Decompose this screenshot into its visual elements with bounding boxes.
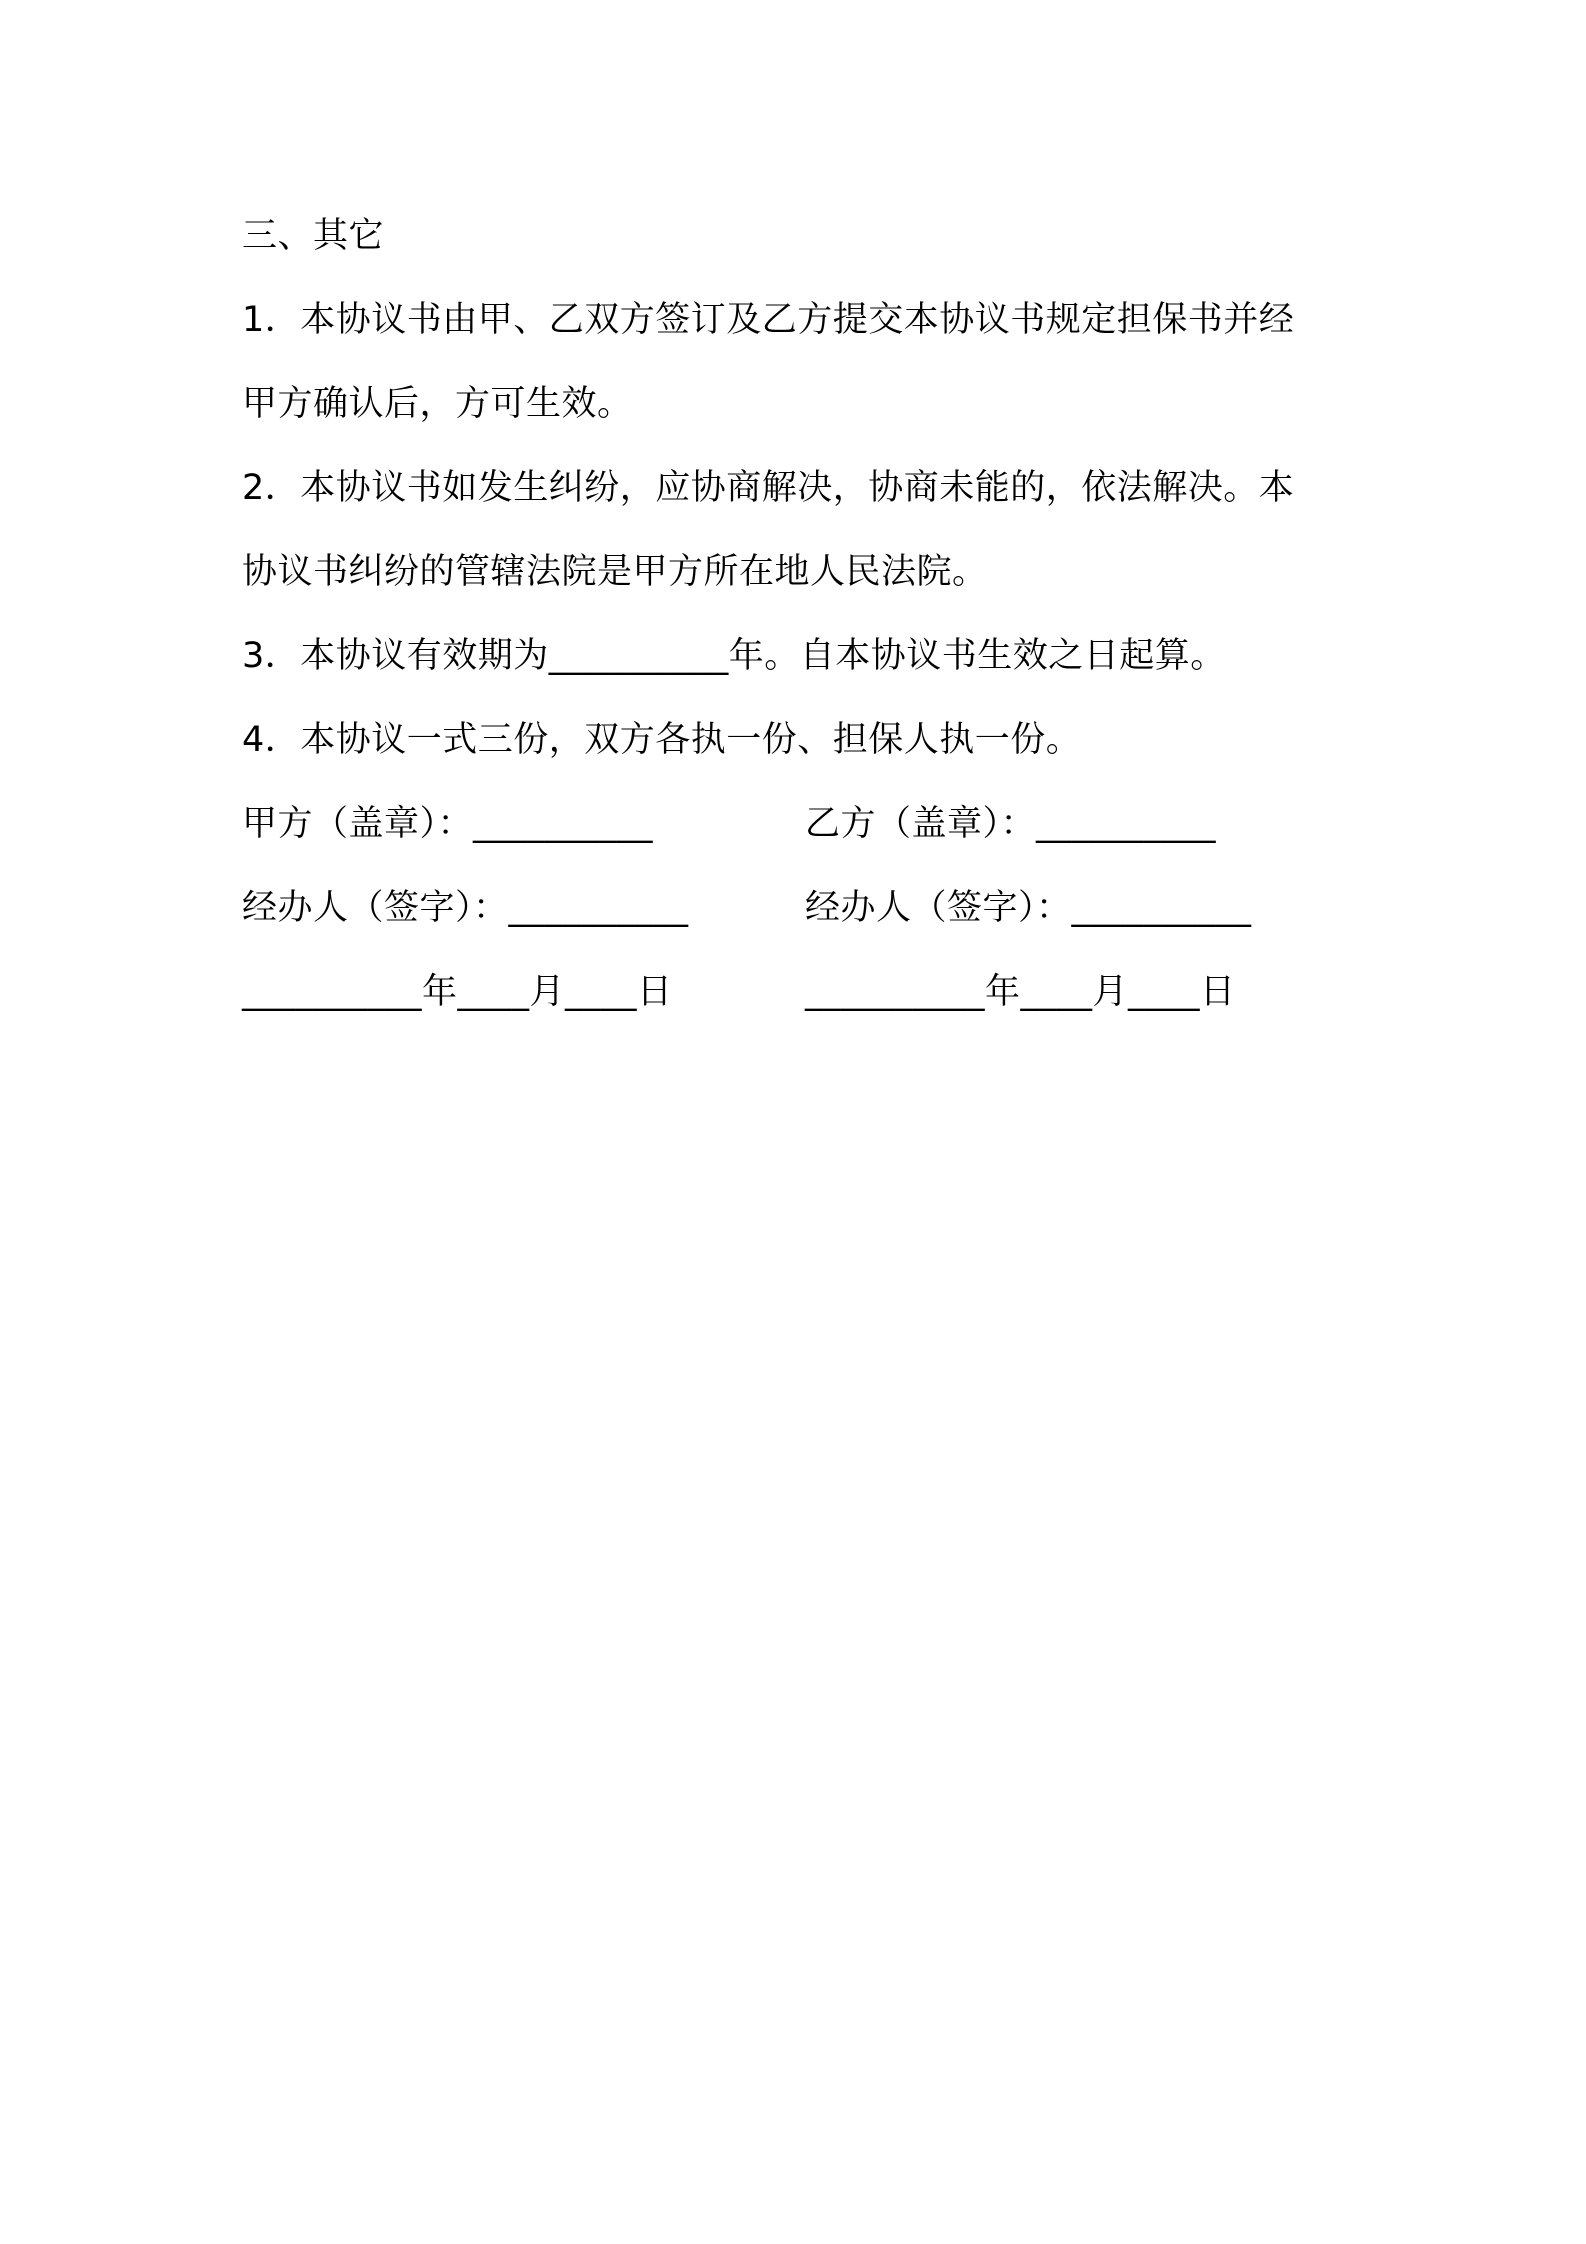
party-b-date-field: __________年____月____日 xyxy=(805,972,1236,1012)
clause-3: 3．本协议有效期为__________年。自本协议书生效之日起算。 xyxy=(242,636,1226,676)
clause-4: 4．本协议一式三份，双方各执一份、担保人执一份。 xyxy=(242,720,1082,760)
party-a-seal-field: 甲方（盖章）：__________ xyxy=(242,804,654,844)
party-b-seal-field: 乙方（盖章）：__________ xyxy=(805,804,1217,844)
agent-row xyxy=(242,866,1362,950)
section-heading: 三、其它 xyxy=(242,216,385,256)
clause-2-line-1: 2．本协议书如发生纠纷，应协商解决，协商未能的，依法解决。本 xyxy=(242,468,1295,508)
party-a-date-field: __________年____月____日 xyxy=(242,972,673,1012)
seal-row xyxy=(242,782,1362,866)
party-a-agent-field: 经办人（签字）：__________ xyxy=(242,888,689,928)
date-row xyxy=(242,950,1362,1034)
clause-2-line-2: 协议书纠纷的管辖法院是甲方所在地人民法院。 xyxy=(242,552,988,592)
party-b-agent-field: 经办人（签字）：__________ xyxy=(805,888,1252,928)
clause-1-line-2: 甲方确认后，方可生效。 xyxy=(242,384,633,424)
clause-1-line-1: 1．本协议书由甲、乙双方签订及乙方提交本协议书规定担保书并经 xyxy=(242,300,1295,340)
document-body xyxy=(242,194,1362,1034)
